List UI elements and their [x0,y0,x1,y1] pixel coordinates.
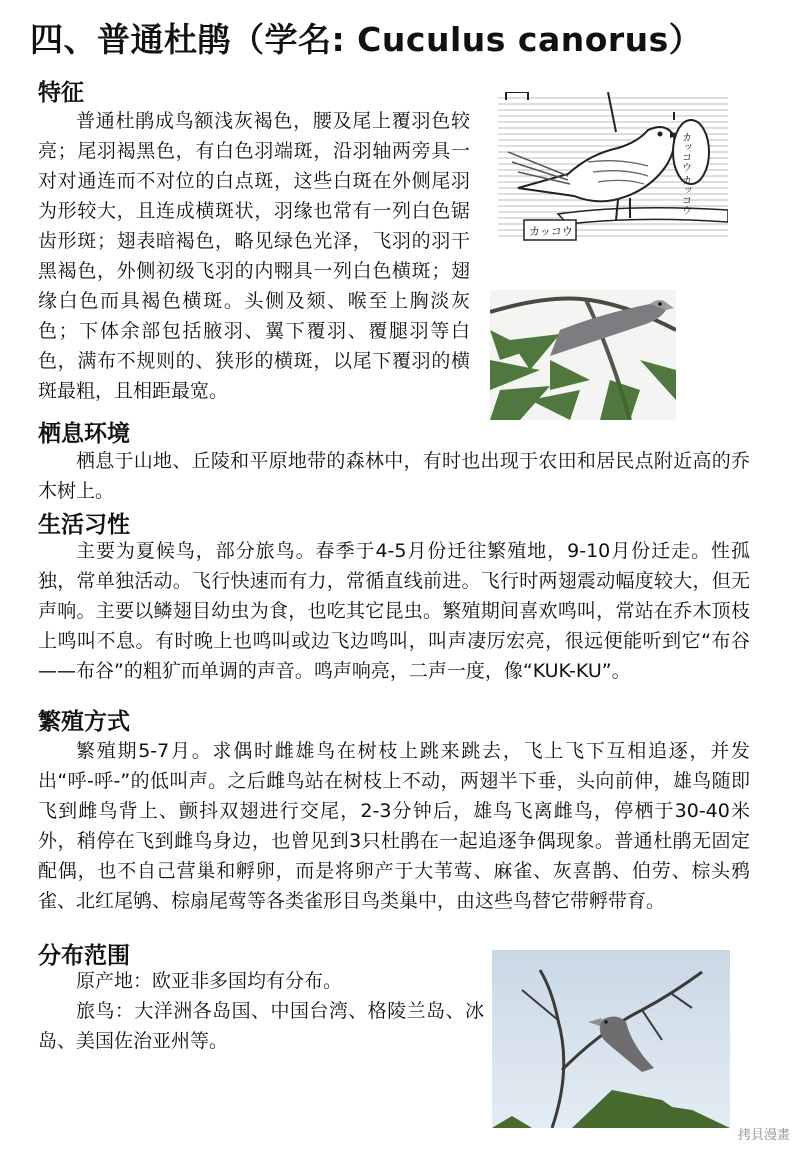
habits-heading: 生活习性 [38,512,130,538]
breeding-paragraph [38,736,750,916]
breeding-text: 繁殖期5-7月。求偶时雌雄鸟在树枝上跳来跳去，飞上飞下互相追逐，并发出“呼-呼-”的低叫声。之后雌鸟站在树枝上不动，两翅半下垂，头向前伸，雄鸟随即飞到雌鸟背上、颤抖双翅进行交尾，2-3分钟后，雄鸟飞离雌鸟，停栖于30-40米外，稍停在飞到雌鸟身边，也曾见到3只杜鹃在一起追逐争偶现象。普通杜鹃无固定配偶，也不自己营巢和孵卵，而是将卵产于大苇莺、麻雀、灰喜鹊、伯劳、棕头鸦雀、北红尾鸲、棕扇尾莺等各类雀形目鸟类巢中，由这些鸟替它带孵带育。 [38,740,750,912]
habitat-paragraph [38,446,750,506]
manga-caption: カッコウ [529,225,573,238]
speech-bubble-text: カッコウ カッコウ [679,132,691,216]
habits-text: 主要为夏候鸟，部分旅鸟。春季于4-5月份迁往繁殖地，9-10月份迁走。性孤独，常单独活动。飞行快速而有力，常循直线前进。飞行时两翅震动幅度较大，但无声响。主要以鳞翅目幼虫为食，也吃其它昆虫。繁殖期间喜欢鸣叫，常站在乔木顶枝上鸣叫不息。有时晚上也鸣叫或边飞边鸣叫，叫声凄厉宏亮，很远便能听到它“布谷——布谷”的粗犷而单调的声音。鸣声响亮，二声一度，像“KUK-KU”。 [38,540,750,682]
manga-cuckoo-illustration [498,92,728,245]
cuckoo-tree-photo [490,290,676,420]
breeding-heading: 繁殖方式 [38,709,130,735]
habitat-text: 栖息于山地、丘陵和平原地带的森林中，有时也出现于农田和居民点附近高的乔木树上。 [38,450,750,502]
cuckoo-sky-photo [492,950,730,1128]
habitat-heading: 栖息环境 [38,421,130,447]
habits-paragraph [38,536,750,686]
distribution-heading: 分布范围 [38,943,130,969]
distribution-passage: 旅鸟：大洋洲各岛国、中国台湾、格陵兰岛、冰岛、美国佐治亚州等。 [38,1000,484,1052]
features-paragraph [38,106,470,406]
distribution-paragraph [38,966,484,1056]
watermark: 拷貝漫畫 [737,1127,790,1142]
features-heading: 特征 [38,80,84,106]
page-title: 四、普通杜鹃（学名: Cuculus canorus） [30,20,703,59]
distribution-origin: 原产地：欧亚非多国均有分布。 [76,970,343,992]
features-text: 普通杜鹃成鸟额浅灰褐色，腰及尾上覆羽色较亮；尾羽褐黑色，有白色羽端斑，沿羽轴两旁具一对对通连而不对位的白点斑，这些白斑在外侧尾羽为形较大，且连成横斑状，羽缘也常有一列白色锯齿形斑；翅表暗褐色，略见绿色光泽，飞羽的羽干黑褐色，外侧初级飞羽的内翈具一列白色横斑；翅缘白色而具褐色横斑。头侧及颏、喉至上胸淡灰色；下体余部包括腋羽、翼下覆羽、覆腿羽等白色，满布不规则的、狭形的横斑，以尾下覆羽的横斑最粗，且相距最宽。 [38,110,470,402]
